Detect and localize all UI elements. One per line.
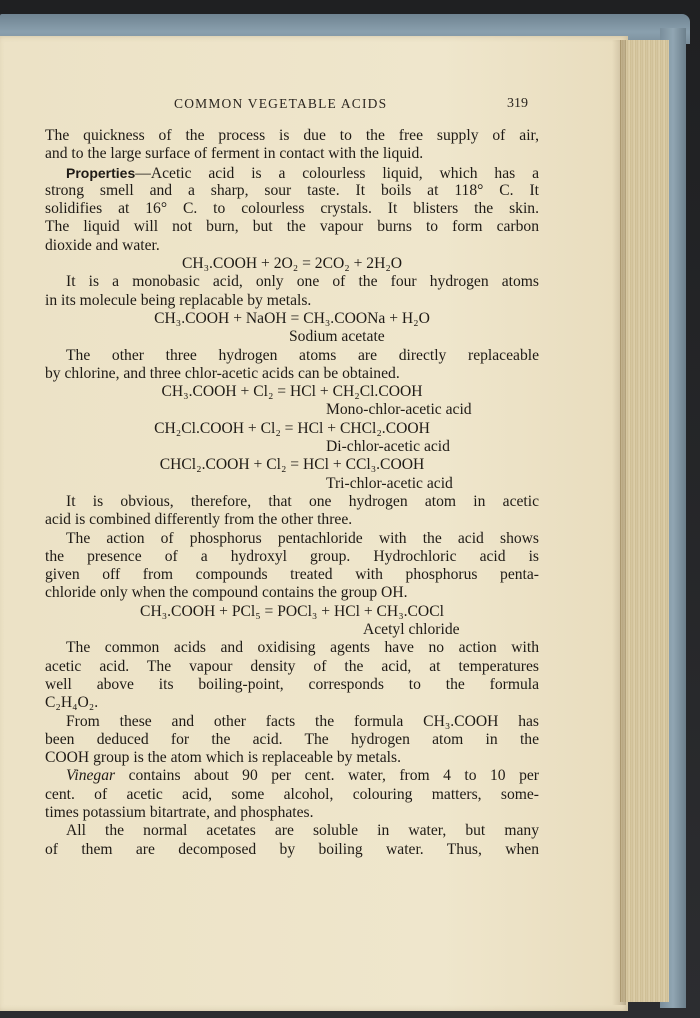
- text-line: The common acids and oxidising agents have no action with: [66, 639, 539, 657]
- text-line: It is a monobasic acid, only one of the four hydrogen atoms: [66, 273, 539, 291]
- text-line: been deduced for the acid. The hydrogen atom in the: [45, 730, 539, 748]
- text-line: COOH group is the atom which is replaceable by metals.: [45, 749, 401, 767]
- running-head-title: COMMON VEGETABLE ACIDS: [174, 96, 388, 111]
- text-line: given off from compounds treated with phosphorus penta-: [45, 566, 539, 584]
- running-head: [0, 96, 628, 116]
- equation: CH₃.COOH + PCl₅ = POCl₃ + HCl + CH₃.COCl: [140, 602, 444, 620]
- text-line: well above its boiling-point, corresponds to the formula: [45, 675, 539, 693]
- text-line: [45, 164, 539, 182]
- equation: CH₂Cl.COOH + Cl₂ = HCl + CHCl₂.COOH: [154, 419, 430, 437]
- page-number: 319: [507, 96, 528, 111]
- text-line: The quickness of the process is due to the free supply of air,: [45, 127, 539, 144]
- equation-caption: Di-chlor-acetic acid: [326, 438, 450, 456]
- gutter-shadow: [612, 40, 626, 1005]
- text-line: C₂H₄O₂.: [45, 694, 99, 712]
- text-line: and to the large surface of ferment in contact with the liquid.: [45, 145, 424, 163]
- equation-caption: Mono-chlor-acetic acid: [326, 401, 472, 419]
- equation-caption: Acetyl chloride: [363, 621, 460, 639]
- text-line: The action of phosphorus pentachloride with the acid shows: [66, 529, 539, 547]
- text-run: contains about 90 per cent. water, from 4 to 10 per: [115, 767, 539, 785]
- text-line: acid is combined differently from the other three.: [45, 511, 353, 529]
- text-line: acetic acid. The vapour density of the acid, at temperatures: [45, 657, 539, 675]
- text-line: The liquid will not burn, but the vapour burns to form carbon: [45, 218, 539, 236]
- equation: CHCl₂.COOH + Cl₂ = HCl + CCl₃.COOH: [159, 456, 425, 474]
- text-run: —Acetic acid is a colourless liquid, which has a: [135, 164, 539, 182]
- text-line: From these and other facts the formula CH₃.COOH has: [66, 712, 539, 730]
- text-line: chloride only when the compound contains the group OH.: [45, 584, 408, 602]
- equation: CH₃.COOH + NaOH = CH₃.COONa + H₂O: [154, 309, 430, 327]
- text-line: the presence of a hydroxyl group. Hydrochloric acid is: [45, 547, 539, 565]
- equation-caption: Sodium acetate: [289, 328, 385, 346]
- equation: CH₃.COOH + Cl₂ = HCl + CH₂Cl.COOH: [161, 383, 423, 401]
- body-text: [45, 127, 539, 859]
- run-in-heading: Properties: [66, 164, 136, 181]
- text-line: in its molecule being replacable by metals.: [45, 291, 312, 309]
- run-in-heading: Vinegar: [66, 767, 116, 785]
- text-line: by chlorine, and three chlor-acetic acids can be obtained.: [45, 364, 400, 382]
- text-line: cent. of acetic acid, some alcohol, colouring matters, some-: [45, 785, 539, 803]
- page-edges: [620, 40, 669, 1002]
- equation-caption: Tri-chlor-acetic acid: [326, 474, 453, 492]
- text-line: All the normal acetates are soluble in water, but many: [66, 822, 539, 840]
- text-line: [45, 767, 539, 785]
- equation: CH₃.COOH + 2O₂ = 2CO₂ + 2H₂O: [181, 255, 403, 273]
- text-line: The other three hydrogen atoms are directly replaceable: [66, 346, 539, 364]
- text-line: times potassium bitartrate, and phosphates.: [45, 803, 314, 821]
- text-line: of them are decomposed by boiling water. Thus, when: [45, 840, 539, 858]
- text-line: solidifies at 16° C. to colourless crystals. It blisters the skin.: [45, 200, 539, 218]
- text-line: strong smell and a sharp, sour taste. It boils at 118° C. It: [45, 181, 539, 199]
- text-line: It is obvious, therefore, that one hydrogen atom in acetic: [66, 492, 539, 510]
- text-line: dioxide and water.: [45, 236, 160, 254]
